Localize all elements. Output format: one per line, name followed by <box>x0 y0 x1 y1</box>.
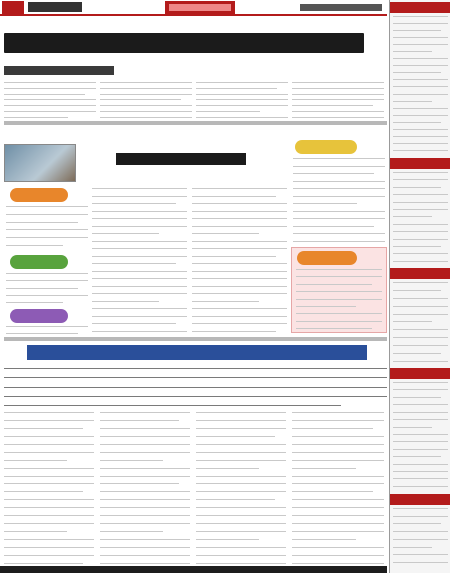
article-column <box>100 82 192 118</box>
auction-notice-column <box>100 412 190 564</box>
auction-notice-column <box>292 412 384 564</box>
auction-notice-column <box>4 412 94 564</box>
classified-block-text <box>393 382 448 487</box>
logo-wordmark-icon <box>165 0 235 15</box>
classified-block-title <box>390 268 450 279</box>
feature-label <box>10 188 68 202</box>
feature-text <box>192 188 287 332</box>
classified-block-text <box>393 508 448 563</box>
classified-block-text <box>393 282 448 362</box>
feature-text <box>6 206 88 246</box>
section-divider <box>4 337 387 341</box>
section-name <box>28 2 82 12</box>
masthead <box>0 0 387 16</box>
feature-label <box>10 255 68 269</box>
article-column <box>4 82 96 118</box>
feature-title <box>116 153 246 167</box>
feature-text <box>6 326 88 334</box>
classified-block-title <box>390 158 450 169</box>
sub-headline <box>4 66 114 76</box>
page-footer <box>0 566 387 573</box>
section-divider <box>4 121 387 125</box>
feature-photo <box>4 144 76 182</box>
article-column <box>292 82 384 118</box>
feature-text <box>293 158 385 242</box>
auction-notice-intro <box>4 368 387 406</box>
feature-text <box>92 188 187 332</box>
feature-text <box>296 269 382 329</box>
classified-block-title <box>390 494 450 505</box>
feature-label <box>10 309 68 323</box>
main-headline <box>4 33 364 55</box>
feature-label <box>297 251 357 265</box>
classified-block-title <box>390 368 450 379</box>
auction-notice-title <box>27 345 367 362</box>
date-line <box>300 4 382 11</box>
section-badge <box>2 1 24 14</box>
classified-block-title <box>390 2 450 13</box>
classified-column <box>389 0 450 573</box>
feature-label <box>295 140 357 154</box>
feature-text <box>6 273 88 303</box>
auction-notice-column <box>196 412 286 564</box>
newspaper-logo <box>165 0 235 15</box>
classified-block-text <box>393 172 448 262</box>
classified-block-text <box>393 16 448 151</box>
article-column <box>196 82 288 118</box>
